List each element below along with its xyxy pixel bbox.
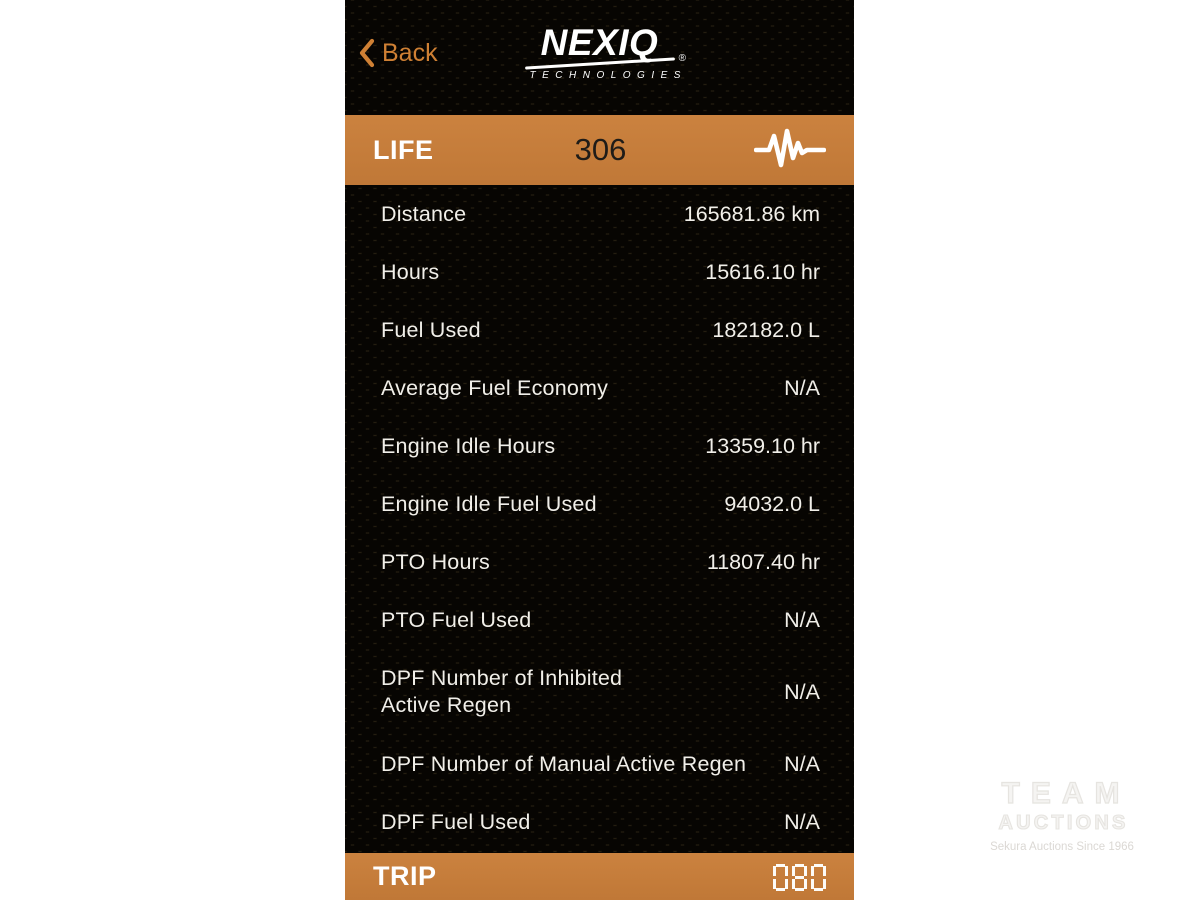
row-label: PTO Hours xyxy=(381,549,490,574)
table-row xyxy=(345,301,854,359)
row-value: N/A xyxy=(784,375,820,400)
row-label: Engine Idle Hours xyxy=(381,433,556,458)
row-value: 182182.0 L xyxy=(712,317,820,342)
watermark xyxy=(986,778,1138,853)
life-section-bar xyxy=(345,115,854,185)
table-row xyxy=(345,475,854,533)
row-value: 94032.0 L xyxy=(724,491,820,516)
row-label: Average Fuel Economy xyxy=(381,375,609,400)
table-row xyxy=(345,243,854,301)
row-value: 13359.10 hr xyxy=(705,433,820,458)
life-section-title: LIFE xyxy=(373,134,434,165)
row-value: N/A xyxy=(784,809,820,834)
watermark-line2: AUCTIONS xyxy=(998,811,1129,834)
nexiq-app-panel xyxy=(345,0,854,900)
nexiq-logo-wordmark: NEXIQ ® xyxy=(540,22,687,64)
row-label: DPF Number of Inhibited Active Regen xyxy=(381,665,623,717)
watermark-line1: TEAM xyxy=(1001,777,1131,810)
table-row xyxy=(345,359,854,417)
table-row xyxy=(345,185,854,243)
row-value: 15616.10 hr xyxy=(705,259,820,284)
back-label: Back xyxy=(382,38,438,67)
nexiq-logo-subtitle: TECHNOLOGIES xyxy=(529,70,687,81)
life-ecu-value: 306 xyxy=(574,132,627,167)
row-label: Hours xyxy=(381,259,440,284)
table-row xyxy=(345,591,854,649)
row-value: N/A xyxy=(784,679,820,704)
trip-section-title: TRIP xyxy=(373,861,437,891)
trip-lcd-value xyxy=(773,862,826,891)
row-label: Fuel Used xyxy=(381,317,481,342)
watermark-line3: Sekura Auctions Since 1966 xyxy=(990,840,1134,853)
table-row xyxy=(345,417,854,475)
nexiq-logo xyxy=(525,22,687,81)
table-row xyxy=(345,533,854,591)
table-row xyxy=(345,793,854,851)
row-value: N/A xyxy=(784,607,820,632)
row-label: Engine Idle Fuel Used xyxy=(381,491,597,516)
row-label: DPF Number of Manual Active Regen xyxy=(381,751,747,776)
table-row xyxy=(345,649,854,735)
chevron-left-icon xyxy=(358,38,376,68)
row-value: 165681.86 km xyxy=(683,201,820,226)
row-value: 11807.40 hr xyxy=(706,549,820,574)
app-header xyxy=(345,0,854,115)
back-button[interactable] xyxy=(358,38,438,68)
life-data-list xyxy=(345,185,854,851)
registered-trademark-icon: ® xyxy=(678,53,687,64)
row-value: N/A xyxy=(784,751,820,776)
pulse-waveform-icon xyxy=(754,127,826,173)
trip-section-bar xyxy=(345,853,854,900)
row-label: Distance xyxy=(381,201,467,226)
row-label: DPF Fuel Used xyxy=(381,809,531,834)
table-row xyxy=(345,735,854,793)
row-label: PTO Fuel Used xyxy=(381,607,532,632)
